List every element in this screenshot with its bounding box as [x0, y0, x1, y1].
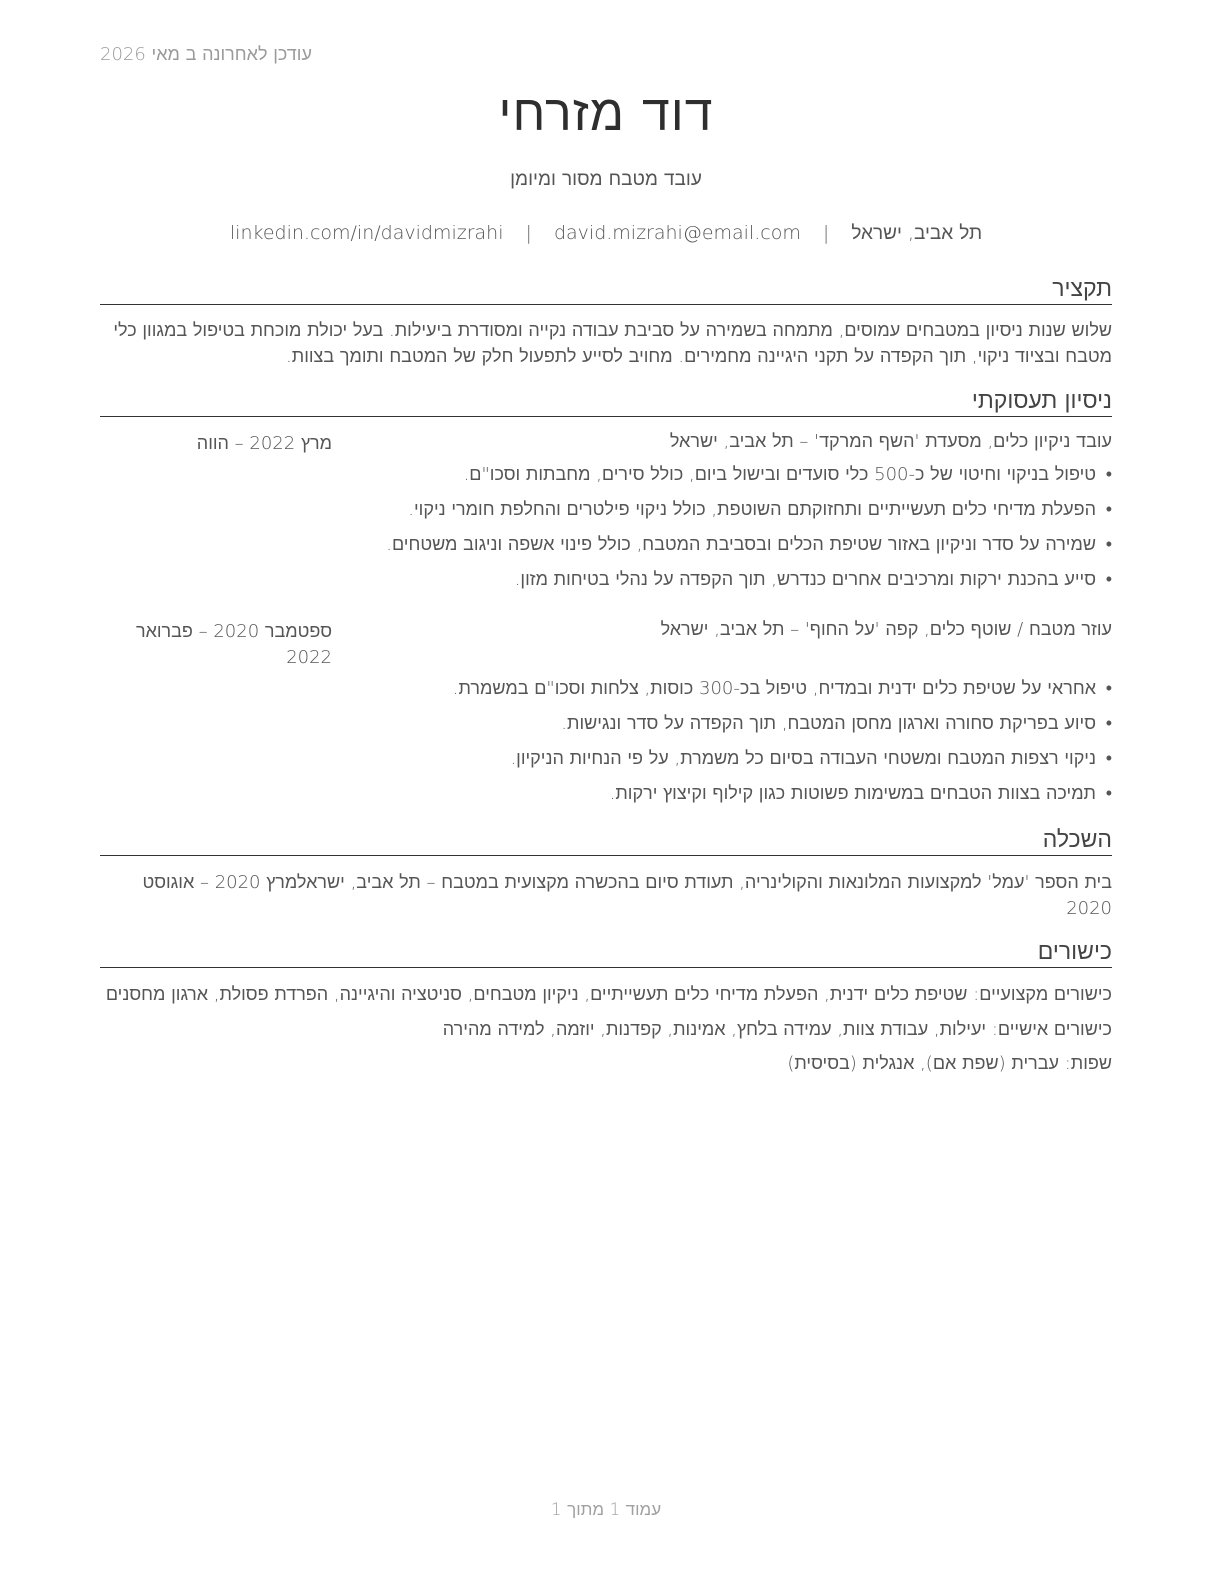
list-item	[100, 567, 1112, 602]
education-details: בית הספר 'עמל' למקצועות המלונאות והקולינריה, תעודת סיום בהכשרה מקצועית במטבח – תל אביב, ישראל	[297, 872, 1112, 893]
contact-linkedin[interactable]: linkedin.com/in/davidmizrahi	[229, 222, 504, 244]
section-title-summary: תקציר	[100, 274, 1112, 305]
contact-separator: |	[822, 222, 830, 244]
page-number: עמוד 1 מתוך 1	[550, 1500, 662, 1520]
section-title-education: השכלה	[100, 825, 1112, 856]
list-item	[100, 497, 1112, 532]
job-bullets	[100, 676, 1112, 816]
job-dates: מרץ 2022 – הווה	[196, 433, 332, 454]
bullet-text: טיפול בניקוי וחיטוי של כ-500 כלי סועדים ובישול ביום, כולל סירים, מחבתות וסכו"ם.	[463, 464, 1096, 485]
skills-personal: כישורים אישיים: יעילות, עבודת צוות, עמידה בלחץ, אמינות, קפדנות, יוזמה, למידה מהירה	[442, 1019, 1112, 1040]
job-title: עוזר מטבח / שוטף כלים, קפה 'על החוף' – תל אביב, ישראל	[660, 619, 1112, 640]
last-updated: עודכן לאחרונה ב מאי 2026	[100, 44, 312, 65]
contact-line	[100, 222, 1112, 245]
list-item	[100, 676, 1112, 711]
bullet-marker: •	[1105, 499, 1112, 520]
resume-page	[100, 0, 1112, 1584]
bullet-marker: •	[1105, 713, 1112, 734]
bullet-marker: •	[1105, 748, 1112, 769]
bullet-marker: •	[1105, 464, 1112, 485]
bullet-text: תמיכה בצוות הטבחים במשימות פשוטות כגון קילוף וקיצוץ ירקות.	[609, 783, 1096, 804]
list-item	[100, 781, 1112, 816]
list-item	[100, 711, 1112, 746]
candidate-name: דוד מזרחי	[498, 84, 714, 142]
education-entry	[100, 870, 1112, 922]
job-header	[100, 619, 1112, 671]
candidate-subtitle: עובד מטבח מסור ומיומן	[510, 168, 702, 190]
bullet-marker: •	[1105, 569, 1112, 590]
bullet-text: הפעלת מדיחי כלים תעשייתיים ותחזוקתם השוטפת, כולל ניקוי פילטרים והחלפת חומרי ניקוי.	[408, 499, 1096, 520]
job-title: עובד ניקיון כלים, מסעדת 'השף המרקד' – תל אביב, ישראל	[669, 431, 1112, 452]
job-dates: ספטמבר 2020 – פברואר 2022	[135, 621, 332, 668]
bullet-text: סיוע בפריקת סחורה וארגון מחסן המטבח, תוך הקפדה על סדר ונגישות.	[561, 713, 1096, 734]
bullet-marker: •	[1105, 534, 1112, 555]
skills-languages: שפות: עברית (שפת אם), אנגלית (בסיסית)	[787, 1053, 1112, 1074]
contact-email[interactable]: david.mizrahi@email.com	[553, 222, 801, 244]
bullet-text: סייע בהכנת ירקות ומרכיבים אחרים כנדרש, תוך הקפדה על נהלי בטיחות מזון.	[514, 569, 1096, 590]
job-bullets	[100, 462, 1112, 602]
contact-location: תל אביב, ישראל	[851, 222, 983, 244]
education-dates: מרץ 2020 – אוגוסט 2020	[142, 872, 1112, 919]
bullet-text: אחראי על שטיפת כלים ידנית ובמדיח, טיפול בכ-300 כוסות, צלחות וסכו"ם במשמרת.	[452, 678, 1096, 699]
bullet-text: ניקוי רצפות המטבח ומשטחי העבודה בסיום כל משמרת, על פי הנחיות הניקיון.	[510, 748, 1096, 769]
bullet-text: שמירה על סדר וניקיון באזור שטיפת הכלים ובסביבת המטבח, כולל פינוי אשפה וניגוב משטחים.	[386, 534, 1096, 555]
list-item	[100, 462, 1112, 497]
list-item	[100, 532, 1112, 567]
list-item	[100, 746, 1112, 781]
summary-text: שלוש שנות ניסיון במטבחים עמוסים, מתמחה בשמירה על סביבת עבודה נקייה ומסודרת ביעילות. בעל יכולת מוכחת בטיפול במגוון כלי מטבח ובציוד ניקוי, תוך הקפדה על תקני היגיינה מחמירים. מחויב לסייע לתפעול חלק של המטבח ותומך בצוות.	[113, 320, 1112, 367]
section-title-experience: ניסיון תעסוקתי	[100, 386, 1112, 417]
section-title-skills: כישורים	[100, 937, 1112, 968]
bullet-marker: •	[1105, 783, 1112, 804]
contact-separator: |	[525, 222, 532, 244]
skills-professional: כישורים מקצועיים: שטיפת כלים ידנית, הפעלת מדיחי כלים תעשייתיים, ניקיון מטבחים, סניטציה והיגיינה, הפרדת פסולת, ארגון מחסנים	[105, 984, 1112, 1005]
bullet-marker: •	[1105, 678, 1112, 699]
